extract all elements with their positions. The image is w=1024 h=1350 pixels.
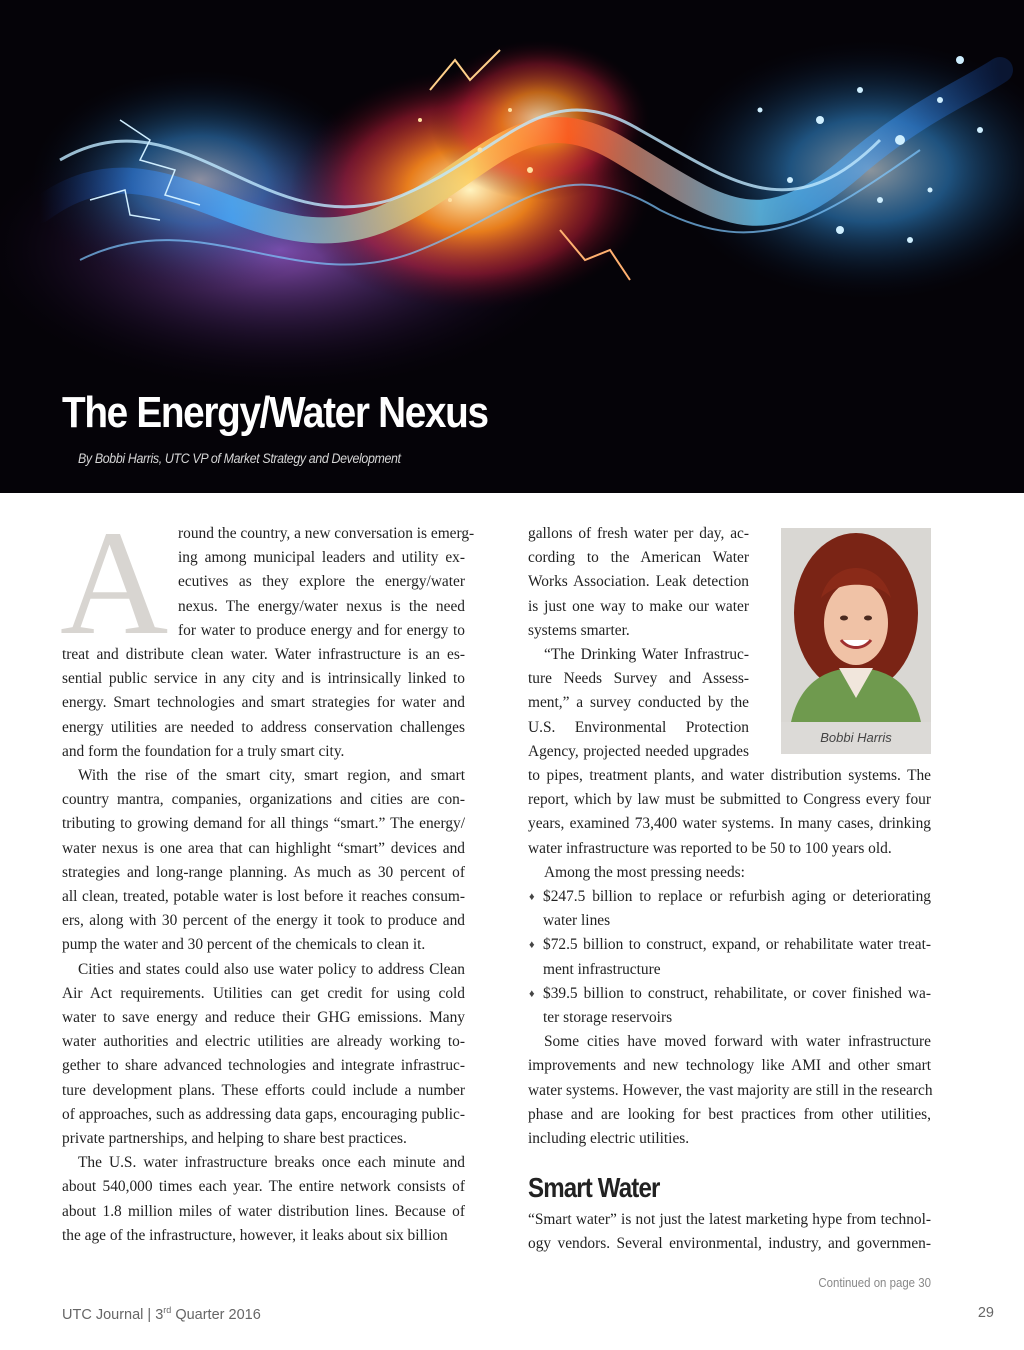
body-line: water authorities and electric utilities are already working to- — [62, 1033, 465, 1051]
bullet-icon: ♦ — [529, 987, 535, 1000]
body-line: ture development plans. These efforts could include a number — [62, 1081, 465, 1099]
body-line: Among the most pressing needs: — [544, 863, 745, 881]
bullet-icon: ♦ — [529, 939, 535, 952]
body-line: energy. Smart technologies and smart strategies for water and — [62, 694, 465, 712]
body-line: improvements and new technology like AMI and other smart — [528, 1057, 931, 1075]
body-line: ogy vendors. Several environmental, industry, and governmen- — [528, 1235, 931, 1253]
body-line: gether to share advanced technologies and integrate infrastruc- — [62, 1057, 465, 1075]
body-line: to pipes, treatment plants, and water distribution systems. The — [528, 767, 931, 784]
page-number: 29 — [977, 1305, 994, 1321]
body-line: about 1.8 million miles of water distribution lines. Because of — [62, 1202, 465, 1220]
body-line: Cities and states could also use water policy to address Clean — [78, 960, 465, 978]
body-line: water nexus is one area that can highlight “smart” devices and — [62, 839, 465, 857]
body-line: phase and are looking for best practices from other utilities, — [528, 1105, 931, 1123]
body-line: ecutives as they explore the energy/water — [178, 573, 465, 591]
body-line: With the rise of the smart city, smart region, and smart — [78, 767, 465, 784]
body-line: ment,” a survey conducted by the — [528, 694, 749, 712]
body-line: pump the water and 30 percent of the chemicals to clean it. — [62, 936, 426, 954]
byline: By Bobbi Harris, UTC VP of Market Strategy and Development — [78, 451, 401, 466]
body-line: sential public service in any city and is intrinsically linked to — [62, 670, 465, 688]
body-line: including electric utilities. — [528, 1130, 690, 1147]
body-line: water systems. However, the vast majority are still in the research — [528, 1081, 933, 1099]
continued-note: Continued on page 30 — [818, 1275, 931, 1290]
body-line: is just one way to make our water — [528, 597, 749, 615]
body-line: treat and distribute clean water. Water infrastructure is an es- — [62, 646, 465, 663]
body-line: all clean, treated, potable water is lost before it reaches consum- — [62, 888, 465, 905]
body-line: of approaches, such as addressing data gaps, encouraging public- — [62, 1105, 465, 1123]
body-line: tributing to growing demand for all things “smart.” The energy/ — [62, 815, 465, 833]
body-line: water infrastructure was reported to be 50 to 100 years old. — [528, 839, 892, 857]
body-line: “Smart water” is not just the latest marketing hype from technol- — [528, 1211, 931, 1228]
footer-quarter: Quarter 2016 — [171, 1306, 261, 1323]
drop-cap: A — [60, 500, 169, 666]
footer-ordinal: rd — [163, 1305, 172, 1315]
body-line: Agency, projected needed upgrades — [528, 742, 749, 760]
body-line: “The Drinking Water Infrastruc- — [544, 646, 749, 663]
body-line: for water to produce energy and for energy to — [178, 621, 465, 639]
bullet-line: $72.5 billion to construct, expand, or rehabilitate water treat- — [543, 936, 931, 954]
body-line: ing among municipal leaders and utility ex- — [178, 549, 465, 567]
bullet-icon: ♦ — [529, 891, 535, 903]
body-line: Works Association. Leak detection — [528, 573, 749, 591]
body-line: Some cities have moved forward with water infrastructure — [544, 1033, 931, 1051]
body-line: report, which by law must be submitted to Congress every four — [528, 791, 931, 809]
article-title: The Energy/Water Nexus — [62, 388, 488, 437]
portrait-image — [781, 528, 931, 722]
body-line: about 540,000 times each year. The entire network consists of — [62, 1178, 465, 1196]
body-line: U.S. Environmental Protection — [528, 718, 749, 736]
body-line: private partnerships, and helping to share best practices. — [62, 1130, 407, 1147]
bullet-line: water lines — [543, 912, 611, 930]
bullet-line: $39.5 billion to construct, rehabilitate, or cover finished wa- — [543, 984, 931, 1002]
body-line: ers, along with 30 percent of the energy it took to produce and — [62, 912, 465, 930]
author-photo — [781, 528, 931, 754]
body-line: cording to the American Water — [528, 549, 749, 567]
body-line: country mantra, companies, organizations and cities are con- — [62, 791, 465, 809]
body-line: ture Needs Survey and Assess- — [528, 670, 749, 688]
body-line: strategies and long-range planning. As much as 30 percent of — [62, 863, 465, 881]
body-line: the age of the infrastructure, however, it leaks about six billion — [62, 1226, 448, 1244]
body-line: round the country, a new conversation is emerg- — [178, 525, 475, 542]
body-line: The U.S. water infrastructure breaks once each minute and — [78, 1154, 465, 1172]
body-line: Air Act requirements. Utilities can get credit for using cold — [62, 984, 465, 1002]
bullet-line: ter storage reservoirs — [543, 1009, 673, 1026]
body-line: systems smarter. — [528, 621, 630, 639]
section-heading-smart-water: Smart Water — [528, 1172, 660, 1203]
body-line: energy utilities are needed to address conservation challenges — [62, 718, 465, 736]
bullet-line: ment infrastructure — [543, 960, 661, 978]
photo-caption: Bobbi Harris — [781, 722, 931, 754]
body-line: years, examined 73,400 water systems. In many cases, drinking — [528, 815, 931, 833]
footer-journal — [62, 1305, 261, 1323]
body-line: water to save energy and reduce their GHG emissions. Many — [62, 1009, 465, 1026]
footer-journal-name: UTC Journal | 3 — [62, 1306, 164, 1323]
body-line: gallons of fresh water per day, ac- — [528, 525, 749, 542]
body-line: and form the foundation for a truly smart city. — [62, 742, 345, 760]
hero-banner — [0, 0, 1024, 493]
body-line: nexus. The energy/water nexus is the need — [178, 597, 465, 615]
bullet-line: $247.5 billion to replace or refurbish aging or deteriorating — [543, 888, 931, 905]
